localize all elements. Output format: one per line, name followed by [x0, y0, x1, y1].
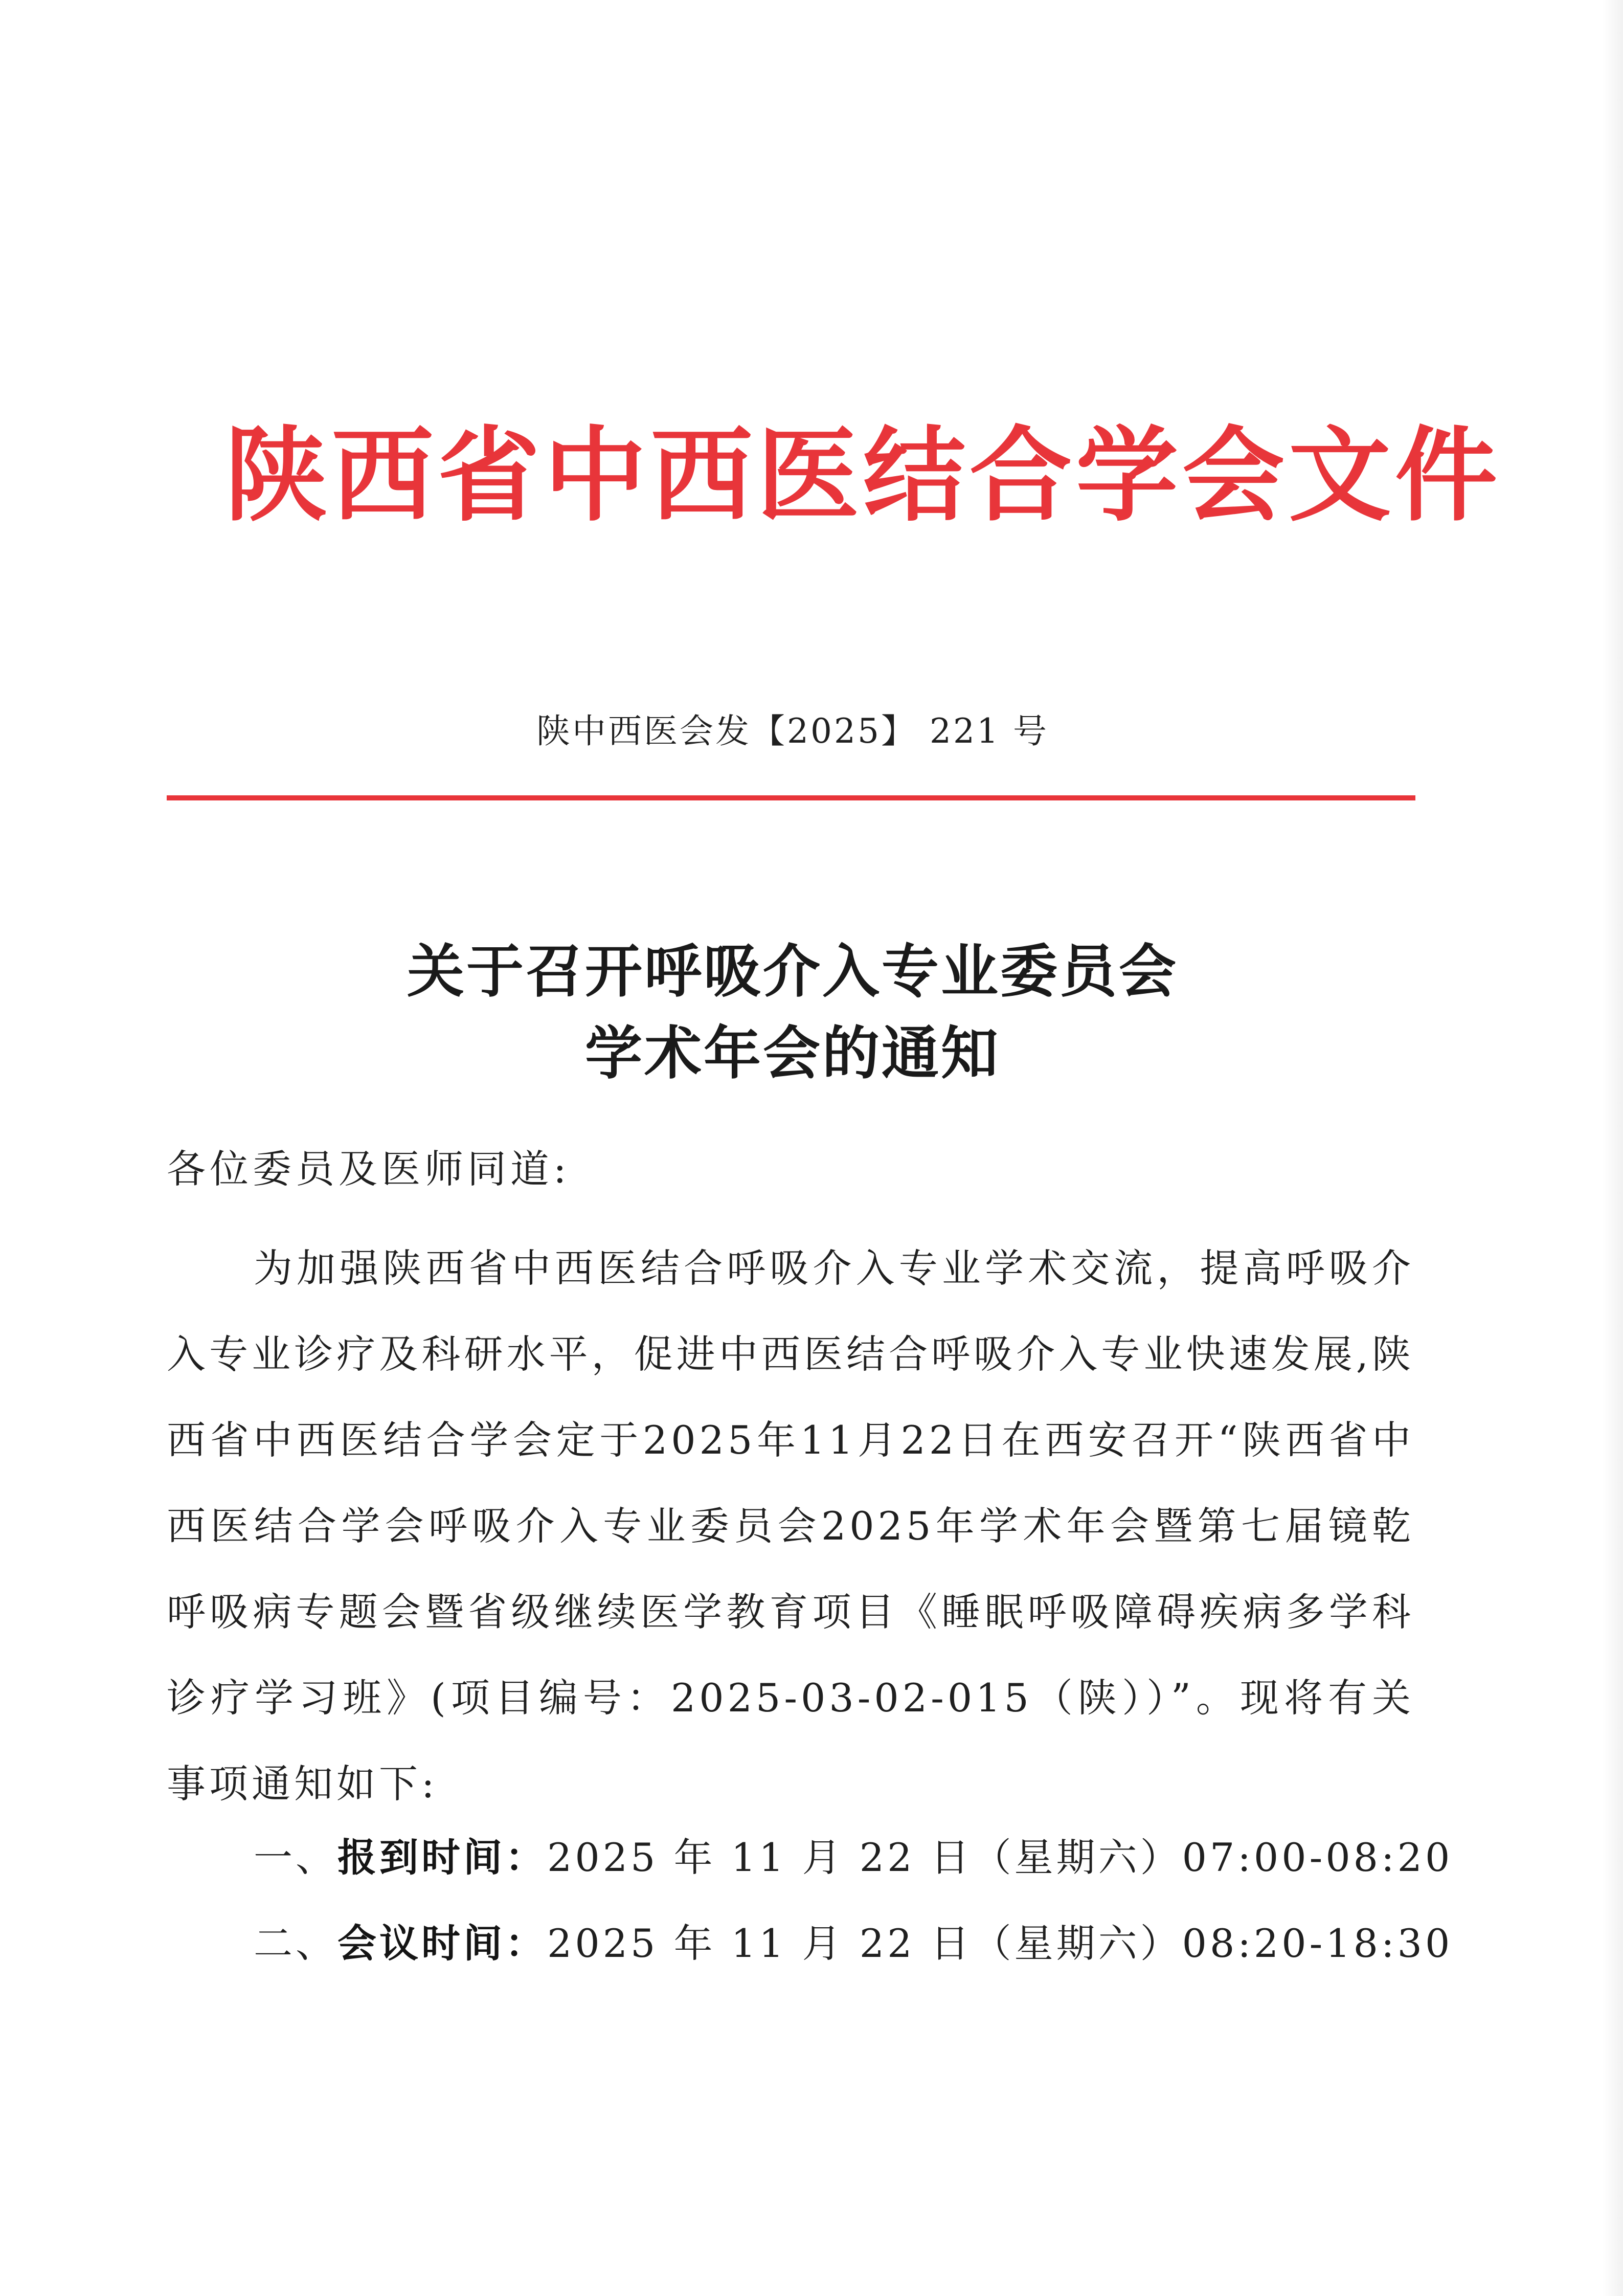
page-edge-shadow: [1603, 0, 1623, 2296]
item-label: 会议时间：: [337, 1921, 547, 1966]
red-divider-line: [167, 795, 1415, 800]
notice-title: [307, 931, 1278, 1095]
notice-title-line-1: 关于召开呼吸介入专业委员会: [407, 938, 1178, 1005]
item-value: 2025 年 11 月 22 日（星期六）07:00-08:20: [547, 1835, 1453, 1880]
item-value: 2025 年 11 月 22 日（星期六）08:20-18:30: [547, 1921, 1453, 1966]
item-meeting-time: [254, 1918, 1453, 1969]
notice-title-line-2: 学术年会的通知: [585, 1020, 1000, 1087]
document-number: 陕中西医会发【2025】 221 号: [536, 711, 1049, 751]
item-number: 一、: [254, 1835, 337, 1880]
organization-title: 陕西省中西医结合学会文件: [225, 415, 1502, 536]
item-number: 二、: [254, 1921, 337, 1966]
item-registration-time: [254, 1832, 1453, 1883]
salutation: 各位委员及医师同道:: [167, 1146, 571, 1192]
body-paragraph: 为加强陕西省中西医结合呼吸介入专业学术交流，提高呼吸介入专业诊疗及科研水平，促进中西医结合呼吸介入专业快速发展,陕西省中西医结合学会定于2025年11月22日在西安召开“陕西省中西医结合学会呼吸介入专业委员会2025年学术年会暨第七届镜乾呼吸病专题会暨省级继续医学教育项目《睡眠呼吸障碍疾病多学科诊疗学习班》(项目编号：2025-03-02-015（陕））”。现将有关事项通知如下:: [167, 1245, 1414, 1807]
item-label: 报到时间：: [337, 1835, 547, 1880]
